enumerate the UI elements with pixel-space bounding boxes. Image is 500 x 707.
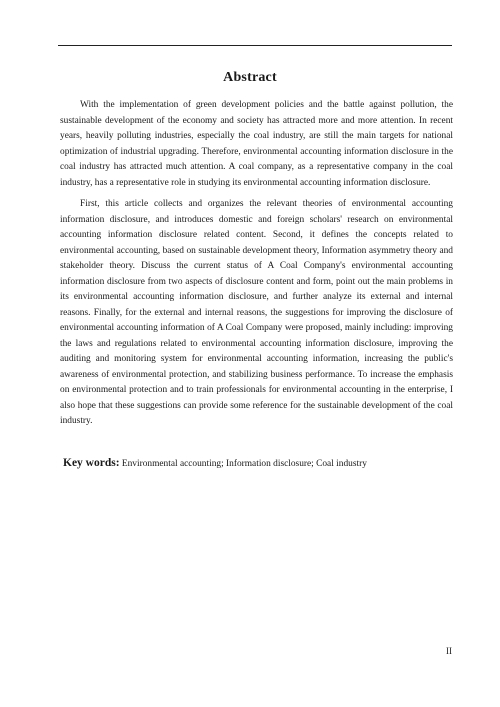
page-title: Abstract xyxy=(223,70,277,85)
keywords-line xyxy=(63,456,453,471)
header-rule xyxy=(58,45,452,46)
keywords-label: Key words: xyxy=(63,457,120,469)
abstract-paragraph-2: First, this article collects and organizes the relevant theories of environmental accounting information disclosure, and introduces domestic and foreign scholars' research on environmental accounting information disclosure related content. Second, it defines the concepts related to environmental accounting, based on sustainable development theory, Information asymmetry theory and stakeholder theory. Discuss the current status of A Coal Company's environmental accounting information disclosure from two aspects of disclosure content and form, point out the main problems in its environmental accounting information disclosure, and further analyze its external and internal reasons. Finally, for the external and internal reasons, the suggestions for improving the disclosure of environmental accounting information of A Coal Company were proposed, mainly including: improving the laws and regulations related to environmental accounting information disclosure, improving the auditing and monitoring system for environmental accounting information, increasing the public's awareness of environmental protection, and stabilizing business performance. To increase the emphasis on environmental protection and to train professionals for environmental accounting in the enterprise, I also hope that these suggestions can provide some reference for the sustainable development of the coal industry. xyxy=(60,199,453,426)
abstract-paragraph-1: With the implementation of green development policies and the battle against pollution, the sustainable development of the economy and society has attracted more and more attention. In recent years, heavily polluting industries, especially the coal industry, are still the main targets for national optimization of industrial upgrading. Therefore, environmental accounting information disclosure in the coal industry has attracted much attention. A coal company, as a representative company in the coal industry, has a representative role in studying its environmental accounting information disclosure. xyxy=(60,100,453,188)
keywords-text: Environmental accounting; Information disclosure; Coal industry xyxy=(119,459,367,469)
abstract-body xyxy=(60,98,453,436)
page-number: II xyxy=(446,646,452,656)
